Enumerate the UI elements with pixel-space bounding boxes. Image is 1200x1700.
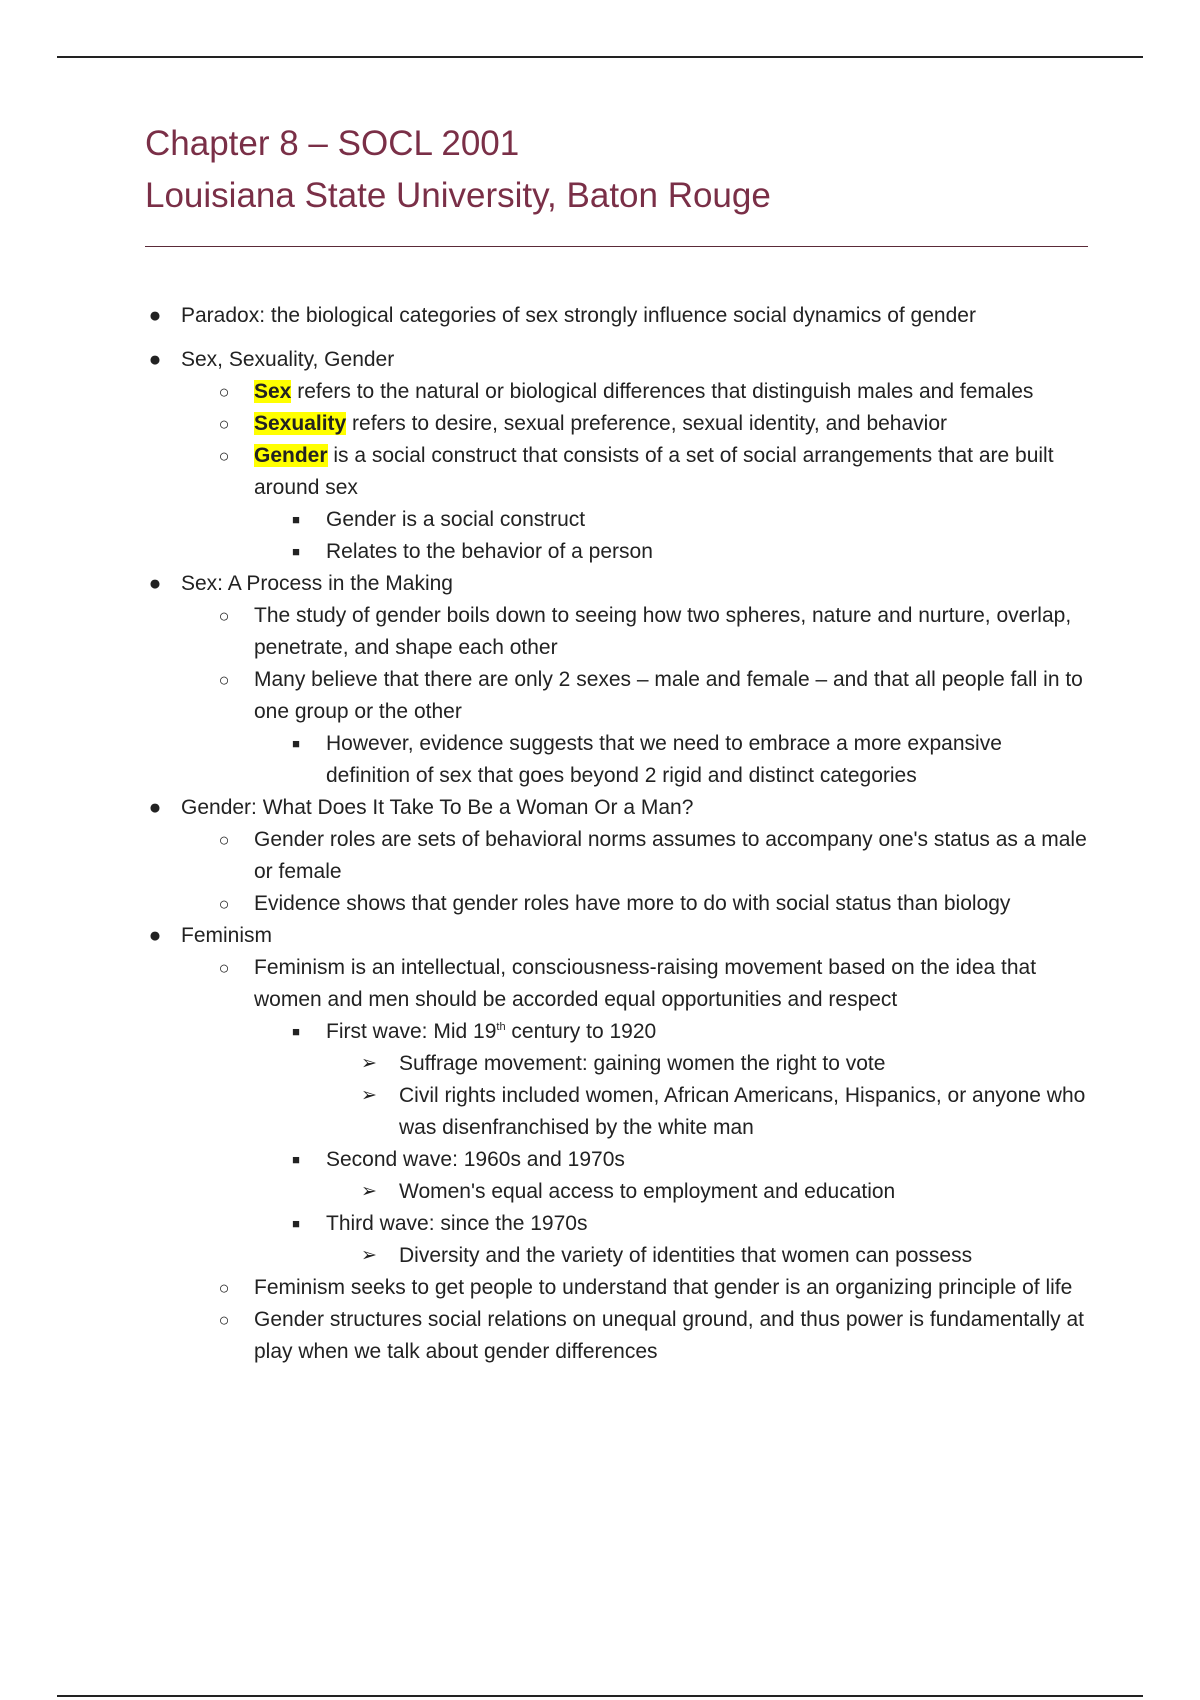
list-item: [145, 728, 1090, 792]
bullet-disc-icon: ●: [148, 924, 162, 947]
item-text: Sex, Sexuality, Gender: [181, 348, 395, 371]
list-item: [145, 1208, 1090, 1240]
bullet-disc-icon: ●: [148, 796, 162, 819]
list-item: [145, 1016, 1090, 1048]
title-underline: [145, 246, 1088, 247]
item-text: First wave: Mid 19: [326, 1020, 497, 1043]
bottom-border-line: [57, 1695, 1143, 1697]
bullet-circle-icon: ○: [218, 446, 230, 466]
bullet-circle-icon: ○: [218, 1310, 230, 1330]
list-item: [145, 536, 1090, 568]
bullet-disc-icon: ●: [148, 304, 162, 327]
item-text: is a social construct that consists of a set of social arrangements that are built around sex: [254, 444, 1054, 499]
item-text: Sex: A Process in the Making: [181, 572, 453, 595]
bullet-circle-icon: ○: [218, 414, 230, 434]
item-text: Feminism is an intellectual, consciousness-raising movement based on the idea that women and men should be accorded equal opportunities and respect: [254, 956, 1037, 1011]
bullet-square-icon: ■: [292, 1024, 300, 1039]
university-name: Louisiana State University, Baton Rouge: [145, 176, 771, 215]
highlighted-term: Sex: [254, 380, 292, 403]
bullet-square-icon: ■: [292, 1152, 300, 1167]
list-item: [145, 1144, 1090, 1176]
list-item: [145, 824, 1090, 888]
item-text: century to 1920: [505, 1020, 657, 1043]
item-text: Diversity and the variety of identities that women can possess: [399, 1244, 973, 1267]
bullet-circle-icon: ○: [218, 830, 230, 850]
list-item: [145, 664, 1090, 728]
list-item: [145, 568, 1090, 600]
bullet-circle-icon: ○: [218, 670, 230, 690]
bullet-circle-icon: ○: [218, 382, 230, 402]
item-text: Third wave: since the 1970s: [326, 1212, 588, 1235]
bullet-disc-icon: ●: [148, 572, 162, 595]
list-item: [145, 504, 1090, 536]
list-item: [145, 300, 1090, 332]
item-text: Gender roles are sets of behavioral norms assumes to accompany one's status as a male or female: [254, 828, 1087, 883]
list-item: [145, 888, 1090, 920]
document-heading: [145, 118, 1085, 222]
list-item: [145, 440, 1090, 504]
item-text: Women's equal access to employment and education: [399, 1180, 896, 1203]
superscript: th: [496, 1021, 506, 1033]
item-text: Evidence shows that gender roles have more to do with social status than biology: [254, 892, 1011, 915]
bullet-circle-icon: ○: [218, 606, 230, 626]
bullet-square-icon: ■: [292, 736, 300, 751]
highlighted-term: Gender: [254, 444, 328, 467]
highlighted-term: Sexuality: [254, 412, 347, 435]
item-text: Feminism seeks to get people to understand that gender is an organizing principle of life: [254, 1276, 1073, 1299]
item-text: refers to desire, sexual preference, sexual identity, and behavior: [346, 412, 947, 435]
list-item: [145, 600, 1090, 664]
list-item: [145, 344, 1090, 376]
list-item: [145, 1240, 1090, 1272]
bullet-arrow-icon: ➢: [361, 1181, 377, 1202]
list-item: [145, 1176, 1090, 1208]
list-item: [145, 1272, 1090, 1304]
bullet-arrow-icon: ➢: [361, 1245, 377, 1266]
item-text: Civil rights included women, African Americans, Hispanics, or anyone who was disenfranchised by the white man: [399, 1084, 1086, 1139]
bullet-circle-icon: ○: [218, 894, 230, 914]
list-item: [145, 952, 1090, 1016]
item-text: Second wave: 1960s and 1970s: [326, 1148, 625, 1171]
item-text: Feminism: [181, 924, 273, 947]
item-text: Paradox: the biological categories of sex strongly influence social dynamics of gender: [181, 304, 976, 327]
list-item: [145, 1048, 1090, 1080]
list-item: [145, 1304, 1090, 1368]
list-item: [145, 920, 1090, 952]
bullet-arrow-icon: ➢: [361, 1053, 377, 1074]
item-text: However, evidence suggests that we need to embrace a more expansive definition of sex that goes beyond 2 rigid and distinct categories: [326, 732, 1002, 787]
bullet-square-icon: ■: [292, 544, 300, 559]
list-item: [145, 376, 1090, 408]
list-item: [145, 792, 1090, 824]
item-text: Relates to the behavior of a person: [326, 540, 653, 563]
bullet-square-icon: ■: [292, 512, 300, 527]
bullet-arrow-icon: ➢: [361, 1085, 377, 1106]
list-item: [145, 1080, 1090, 1144]
bullet-disc-icon: ●: [148, 348, 162, 371]
bullet-circle-icon: ○: [218, 1278, 230, 1298]
top-border-line: [57, 56, 1143, 58]
bullet-square-icon: ■: [292, 1216, 300, 1231]
bullet-circle-icon: ○: [218, 958, 230, 978]
item-text: The study of gender boils down to seeing how two spheres, nature and nurture, overlap, penetrate, and shape each other: [254, 604, 1072, 659]
notes-list: [145, 300, 1090, 1368]
item-text: Suffrage movement: gaining women the right to vote: [399, 1052, 886, 1075]
item-text: refers to the natural or biological differences that distinguish males and females: [291, 380, 1034, 403]
item-text: Gender structures social relations on unequal ground, and thus power is fundamentally at play when we talk about gender differences: [254, 1308, 1084, 1363]
item-text: Many believe that there are only 2 sexes – male and female – and that all people fall in to one group or the other: [254, 668, 1083, 723]
list-item: [145, 408, 1090, 440]
course-title: Chapter 8 – SOCL 2001: [145, 124, 520, 163]
item-text: Gender: What Does It Take To Be a Woman Or a Man?: [181, 796, 694, 819]
item-text: Gender is a social construct: [326, 508, 586, 531]
